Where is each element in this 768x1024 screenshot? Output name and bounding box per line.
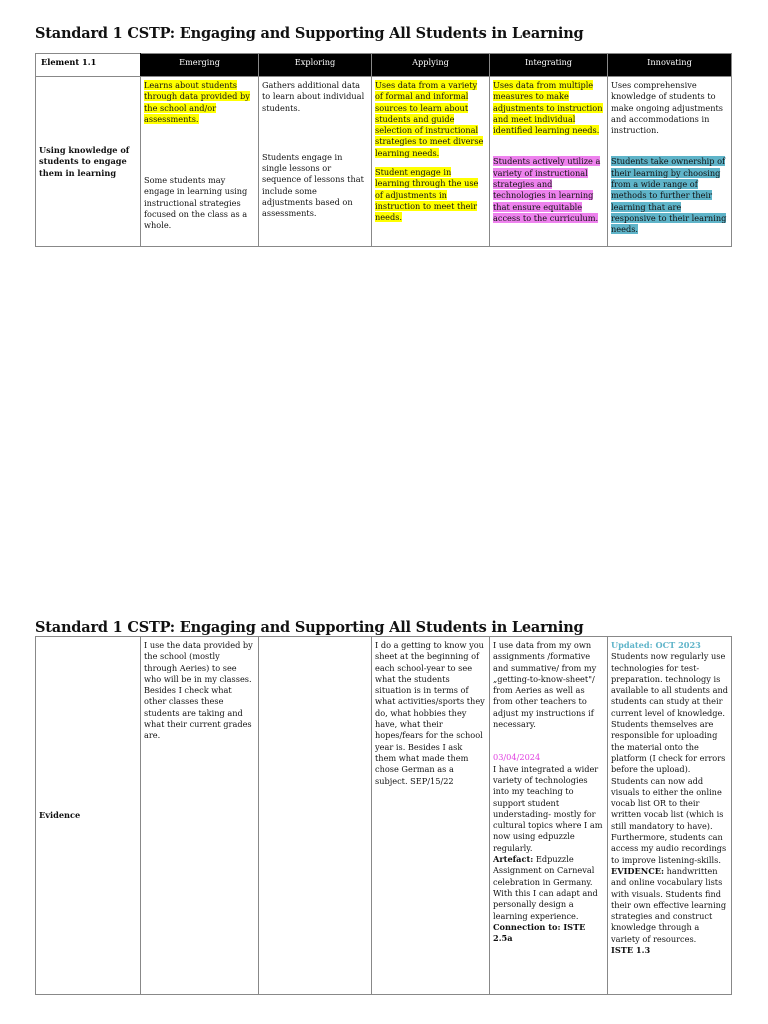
cell-text-wrapper xyxy=(611,156,728,235)
page-title: Standard 1 CSTP: Engaging and Supporting All Students in Learning xyxy=(35,25,584,42)
cell-text: I use data from my own assignments /formative and summative/ from my „getting-to-know-sheet"/ from Aeries as well as from other teachers to adjust my instructions if necessary. xyxy=(493,640,597,730)
rubric-row xyxy=(36,77,732,247)
header-row xyxy=(36,54,732,77)
evidence-integrating xyxy=(490,637,608,995)
evidence-innovating xyxy=(608,637,732,995)
evidence-table xyxy=(35,636,732,995)
column-header-innovating: Innovating xyxy=(608,54,732,77)
page-title: Standard 1 CSTP: Engaging and Supporting All Students in Learning xyxy=(35,619,584,636)
artefact-text: Edpuzzle Assignment on Carneval celebration in Germany. With this I can adapt and personally design a learning experience. xyxy=(493,854,598,921)
highlighted-text: Student engage in learning through the use of adjustments in instruction to meet their needs. xyxy=(375,167,479,223)
cell-applying xyxy=(372,77,490,247)
connection-label: Connection to: ISTE 2.5a xyxy=(493,921,586,944)
cell-text: Uses comprehensive knowledge of students to make ongoing adjustments and accommodations in instruction. xyxy=(611,80,723,136)
cell-innovating xyxy=(608,77,732,247)
evidence-label: EVIDENCE: xyxy=(611,865,665,876)
rubric-table xyxy=(35,53,732,247)
date-label: 03/04/2024 xyxy=(493,752,541,763)
evidence-line xyxy=(611,866,728,945)
element-label: Element 1.1 xyxy=(36,54,141,77)
date-label: Updated: OCT 2023 xyxy=(611,640,701,650)
evidence-exploring xyxy=(259,637,372,995)
cell-text-wrapper xyxy=(375,167,486,223)
column-header-applying: Applying xyxy=(372,54,490,77)
evidence-row xyxy=(36,637,732,995)
evidence-text: handwritten and online vocabulary lists with visuals. Students find their own effective learning strategies and construct knowledge through a variety of resources. xyxy=(611,865,727,944)
column-header-emerging: Emerging xyxy=(141,54,259,77)
row-label: Evidence xyxy=(36,637,141,995)
artefact-line xyxy=(493,854,604,922)
spacer xyxy=(493,730,604,752)
highlighted-text: Students actively utilize a variety of instructional strategies and technologies in learning that ensure equitable access to the curriculum. xyxy=(493,156,601,223)
cell-text: Some students may engage in learning using instructional strategies focused on the class as a whole. xyxy=(144,175,248,231)
row-label: Using knowledge of students to engage them in learning xyxy=(36,77,141,247)
cell-text: Students engage in single lessons or sequence of lessons that include some adjustments based on assessments. xyxy=(262,151,364,219)
highlighted-text: Uses data from a variety of formal and informal sources to learn about students and guide selection of instructional strategies to meet diverse learning needs. xyxy=(375,80,484,158)
evidence-applying: I do a getting to know you sheet at the beginning of each school-year to see what the students situation is in terms of what activities/sports they do, what hobbies they have, what their hopes/fears for the school year is. Besides I ask them what made them chose German as a subject. SEP/15/22 xyxy=(372,637,490,995)
iste-label: ISTE 1.3 xyxy=(611,945,651,956)
cell-emerging xyxy=(141,77,259,247)
cell-text: I have integrated a wider variety of technologies into my teaching to support student understading- mostly for cultural topics where I am now using edpuzzle regularly. xyxy=(493,763,603,853)
evidence-emerging: I use the data provided by the school (mostly through Aeries) to see who will be in my classes. Besides I check what other classes these students are taking and what their current grades are. xyxy=(141,637,259,995)
column-header-exploring: Exploring xyxy=(259,54,372,77)
column-header-integrating: Integrating xyxy=(490,54,608,77)
artefact-label: Artefact: xyxy=(493,854,534,865)
cell-text: Students now regularly use technologies for test-preparation. technology is available to all students and students can study at their current level of knowledge. Students themselves are responsible for uploading the material onto the platform (I check for errors before the upload). Students can now add visuals to either the online vocab list OR to their written vocab list (which is still mandatory to have). Furthermore, students can access my audio recordings to improve listening-skills. xyxy=(611,651,728,865)
highlighted-text: Students take ownership of their learning by choosing from a wide range of methods to further their learning that are responsive to their learning needs. xyxy=(611,156,727,235)
cell-integrating xyxy=(490,77,608,247)
cell-text: Gathers additional data to learn about individual students. xyxy=(262,80,365,113)
highlighted-text: Learns about students through data provided by the school and/or assessments. xyxy=(144,80,250,124)
highlighted-text: Uses data from multiple measures to make adjustments to instruction and meet individual identified learning needs. xyxy=(493,80,603,136)
cell-text-wrapper xyxy=(493,156,604,224)
cell-exploring xyxy=(259,77,372,247)
